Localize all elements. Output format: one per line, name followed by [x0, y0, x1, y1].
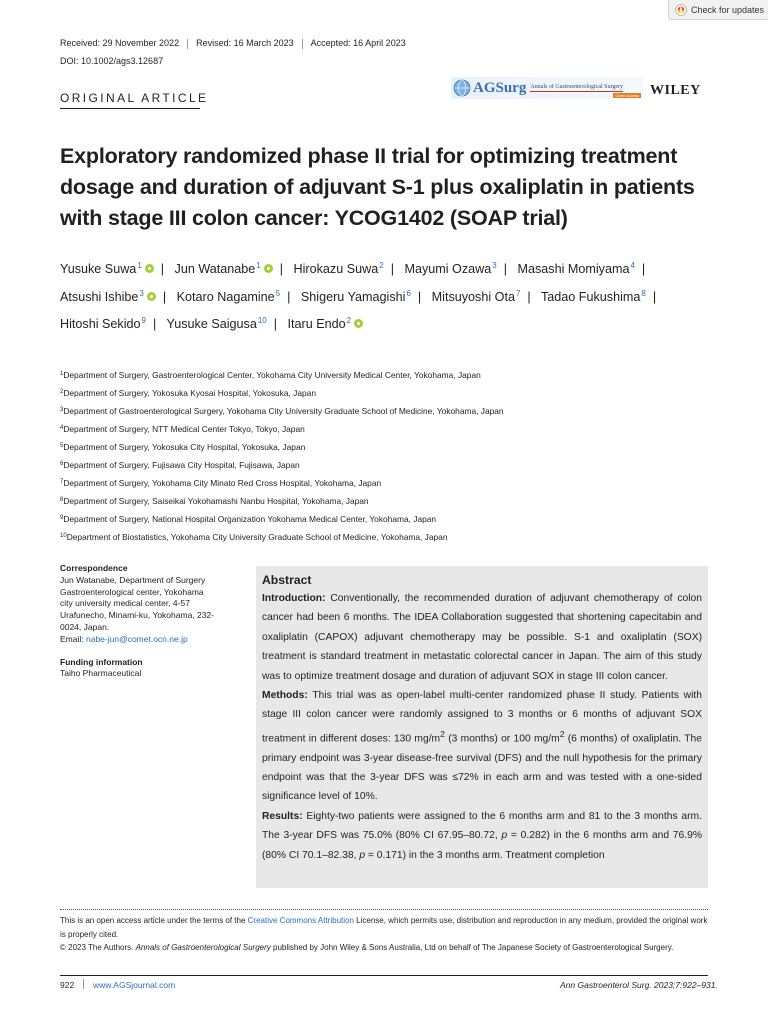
author-name-text: Hitoshi Sekido [60, 317, 141, 331]
journal-logo [451, 77, 643, 99]
author-separator: | [503, 262, 507, 276]
author-name-text: Atsushi Ishibe [60, 289, 139, 304]
affiliation-text: Department of Biostatistics, Yokohama City University Graduate School of Medicine, Yokohama, Japan [66, 532, 448, 542]
article-title: Exploratory randomized phase II trial for optimizing treatment dosage and duration of adjuvant S-1 plus oxaliplatin in patients with stage III colon cancer: YCOG1402 (SOAP trial) [60, 144, 695, 230]
journal-logo-subtitle: Annals of Gastroenterological Surgery [530, 84, 624, 90]
affiliation-marker[interactable]: 5 [275, 288, 281, 298]
orcid-icon[interactable] [145, 264, 154, 273]
affiliation-marker[interactable]: 7 [515, 288, 521, 298]
author-name[interactable] [294, 262, 384, 276]
affiliation-item [60, 456, 660, 474]
author-name[interactable] [175, 262, 273, 276]
author-name[interactable] [432, 290, 521, 304]
author-name[interactable] [167, 317, 267, 331]
affiliation-item [60, 438, 660, 456]
correspondence-line: 0024, Japan. [60, 621, 110, 632]
affiliation-marker[interactable]: 6 [406, 288, 411, 298]
article-type: ORIGINAL ARTICLE [60, 91, 209, 105]
affiliation-number: 5 [60, 443, 64, 449]
affiliation-marker[interactable]: 1 [137, 261, 142, 270]
doi[interactable]: DOI: 10.1002/ags3.12687 [60, 56, 164, 66]
author-name-text: Tadao Fukushima [540, 289, 641, 304]
introduction-label: Introduction: [262, 593, 326, 604]
affiliation-item [60, 510, 660, 528]
results-label: Results: [262, 810, 303, 822]
affiliation-marker[interactable]: 3 [139, 288, 144, 298]
license-text [60, 914, 712, 941]
affiliation-text: Department of Surgery, Gastroenterological Center, Yokohama City University Medical Center, Yokohama, Japan [63, 370, 481, 380]
affiliation-marker[interactable]: 8 [641, 288, 646, 298]
citation: Ann Gastroenterol Surg. 2023;7:922–931. [560, 980, 718, 990]
author-name-text: Mayumi Ozawa [404, 262, 492, 276]
affiliation-number: 2 [60, 389, 64, 395]
affiliation-text: Department of Surgery, Saiseikai Yokohamashi Nanbu Hospital, Yokohama, Japan [63, 496, 369, 506]
funding-heading: Funding information [60, 656, 143, 667]
author-name[interactable] [177, 290, 280, 304]
affiliation-marker[interactable]: 2 [346, 316, 352, 325]
author-name[interactable] [404, 262, 496, 276]
publisher-logo: WILEY [650, 83, 701, 98]
superscript: 2 [559, 728, 565, 739]
methods-text: (6 months) of oxaliplatin. The primary endpoint was 3-year disease-free survival (DFS) and the null hypothesis for the primary endpoint was that the 3-year DFS was ≤72% in each arm and was tested with a one-sided significance level of 10%. [262, 733, 702, 803]
author-separator: | [152, 317, 157, 331]
email-link[interactable]: nabe-jun@comet.ocn.ne.jp [85, 633, 188, 644]
affiliation-marker[interactable]: 3 [492, 261, 497, 270]
check-for-updates-label: Check for updates [691, 4, 765, 15]
methods-text: This trial was as open-label multi-center randomized phase II study. Patients with stage III colon cancer were randomly assigned to 3 months or 6 months of adjuvant SOX treatment in different doses: 130 mg/m [262, 690, 702, 745]
author-name[interactable] [301, 290, 411, 304]
license-text-part: This is an open access article under the terms of the [60, 916, 248, 925]
journal-logo-text: AGSurg [473, 79, 527, 96]
results-text: = 0.171) in the 3 months arm. Treatment completion [365, 849, 605, 861]
author-name[interactable] [60, 290, 156, 304]
globe-icon [453, 79, 471, 97]
p-value-symbol: p [501, 830, 508, 842]
affiliation-item [60, 528, 660, 546]
license-note [60, 914, 712, 955]
page-number: 922 [60, 980, 75, 990]
p-value-symbol: p [359, 849, 366, 861]
affiliation-marker[interactable]: 2 [379, 261, 384, 270]
accepted-date: Accepted: 16 April 2023 [310, 38, 406, 48]
author-separator: | [652, 289, 657, 304]
methods-text: (3 months) or 100 mg/m [444, 733, 560, 745]
affiliation-text: Department of Surgery, NTT Medical Center Tokyo, Tokyo, Japan [63, 424, 305, 434]
footer-divider [60, 909, 708, 910]
divider [302, 39, 303, 49]
author-separator: | [279, 262, 284, 276]
author-separator: | [390, 262, 394, 276]
author-name-text: Itaru Endo [287, 317, 346, 331]
affiliation-number: 4 [60, 425, 64, 431]
affiliation-item [60, 474, 660, 492]
affiliation-text: Department of Surgery, National Hospital Organization Yokohama Medical Center, Yokohama, Japan [63, 514, 437, 524]
introduction-text: Conventionally, the recommended duration of adjuvant chemotherapy of colon cancer had been 6 months. The IDEA Collaboration suggested that shortening capecitabin and oxaliplatin (CAPOX) adjuvant chemotherapy may be possible. S-1 and oxaliplatin (SOX) treatment is standard treatment in metastatic colorectal cancer in Japan. The aim of this study was to optimize treatment dosage and duration of adjuvant SOX in stage III colon cancer. [262, 593, 702, 682]
author-name[interactable] [541, 290, 646, 304]
results-text: Eighty-two patients were assigned to the 6 months arm and 81 to the 3 months arm. The 3-year DFS was 75.0% (80% CI 67.95–80.72, [262, 810, 702, 842]
creative-commons-link[interactable]: Creative Commons Attribution [247, 916, 354, 925]
affiliation-text: Department of Surgery, Fujisawa City Hospital, Fujisawa, Japan [63, 460, 300, 470]
journal-url-link[interactable]: www.AGSjournal.com [93, 980, 176, 990]
superscript: 2 [440, 728, 445, 739]
open-access-tag: Open Access [615, 93, 639, 98]
affiliation-number: 7 [60, 479, 64, 485]
affiliation-text: Department of Surgery, Yokosuka City Hospital, Yokosuka, Japan [63, 442, 306, 452]
author-name-text: Yusuke Suwa [60, 262, 137, 276]
email-line [60, 634, 240, 646]
author-name-text: Yusuke Saigusa [166, 317, 257, 331]
affiliation-number: 8 [60, 497, 64, 503]
author-name-text: Kotaro Nagamine [176, 289, 275, 304]
author-name-text: Jun Watanabe [174, 262, 256, 276]
correspondence-heading: Correspondence [60, 563, 128, 573]
revised-date: Revised: 16 March 2023 [196, 38, 294, 48]
copyright-text [60, 941, 712, 955]
author-separator: | [417, 289, 422, 304]
check-for-updates-button[interactable] [668, 0, 768, 20]
correspondence-line: city university medical center, 4-57 [60, 598, 190, 609]
abstract-methods [262, 686, 702, 807]
article-dates [60, 38, 406, 49]
correspondence-line: Urafunecho, Minami-ku, Yokohama, 232- [60, 610, 215, 621]
author-separator: | [287, 289, 291, 304]
affiliation-marker[interactable]: 10 [257, 316, 267, 325]
author-separator: | [527, 289, 531, 304]
author-separator: | [641, 262, 646, 276]
divider [60, 108, 200, 109]
funding-source: Taiho Pharmaceutical [60, 668, 142, 679]
license-text-part: License, which permits use, distribution and reproduction in any medium, provided the original work is properly cited. [60, 916, 708, 939]
affiliation-number: 1 [60, 371, 64, 377]
affiliation-item [60, 402, 660, 420]
footer-divider [60, 975, 708, 976]
affiliation-item [60, 366, 660, 384]
affiliation-marker[interactable]: 4 [630, 261, 635, 270]
author-separator: | [162, 289, 167, 304]
abstract-introduction [262, 589, 702, 686]
author-separator: | [160, 262, 165, 276]
affiliation-marker[interactable]: 9 [141, 316, 146, 325]
orcid-icon[interactable] [147, 292, 156, 301]
received-date: Received: 29 November 2022 [60, 38, 180, 48]
journal-name: Annals of Gastroenterological Surgery [135, 943, 271, 953]
results-text: = 0.282) in the 6 months arm and 76.9% (80% CI 70.1–82.38, [262, 830, 703, 861]
divider [83, 979, 84, 989]
affiliation-number: 9 [60, 515, 64, 521]
affiliation-text: Department of Surgery, Yokosuka Kyosai Hospital, Yokosuka, Japan [63, 388, 316, 398]
affiliation-list [60, 366, 660, 546]
correspondence-line: Jun Watanabe, Department of Surgery [60, 574, 206, 585]
author-name-text: Shigeru Yamagishi [300, 289, 406, 304]
author-name[interactable] [60, 262, 154, 276]
email-label: Email: [60, 633, 86, 644]
abstract-box [256, 566, 708, 888]
affiliation-text: Department of Gastroenterological Surgery, Yokohama City University Graduate School of Medicine, Yokohama, Japan [63, 406, 504, 416]
orcid-icon[interactable] [354, 319, 363, 328]
author-name-text: Masashi Momiyama [517, 262, 630, 276]
affiliation-number: 6 [60, 461, 64, 467]
abstract-heading: Abstract [262, 573, 312, 587]
affiliation-number: 3 [60, 407, 64, 413]
author-name[interactable] [288, 317, 364, 331]
affiliation-item [60, 420, 660, 438]
affiliation-item [60, 384, 660, 402]
divider [187, 39, 188, 49]
author-separator: | [273, 317, 278, 331]
correspondence-line: Gastroenterological center, Yokohama [60, 586, 204, 597]
author-name[interactable] [60, 317, 146, 331]
abstract-results [262, 807, 702, 865]
author-name[interactable] [517, 262, 634, 276]
affiliation-number: 10 [60, 533, 67, 539]
crossmark-icon [675, 4, 687, 16]
author-name-text: Mitsuyoshi Ota [431, 289, 515, 304]
correspondence-section [60, 563, 240, 680]
methods-label: Methods: [262, 690, 308, 702]
affiliation-marker[interactable]: 1 [256, 261, 261, 270]
orcid-icon[interactable] [264, 264, 273, 273]
affiliation-item [60, 492, 660, 510]
author-list [60, 254, 720, 337]
author-name-text: Hirokazu Suwa [293, 262, 379, 276]
copyright-part: © 2023 The Authors. [60, 943, 136, 953]
copyright-part: published by John Wiley & Sons Australia, Ltd on behalf of The Japanese Society of Gastroenterological Surgery. [270, 943, 674, 953]
affiliation-text: Department of Surgery, Yokohama City Minato Red Cross Hospital, Yokohama, Japan [63, 478, 382, 488]
